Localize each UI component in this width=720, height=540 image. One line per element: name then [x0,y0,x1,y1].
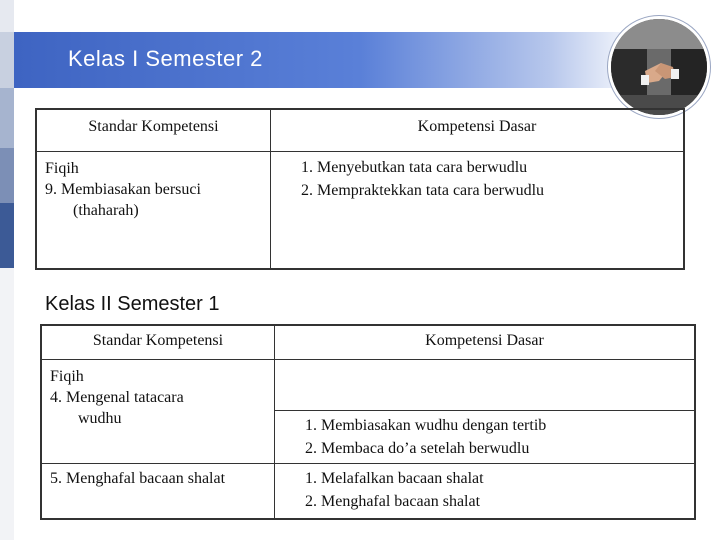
standard-competency-cell: 5. Menghafal bacaan shalat [41,463,275,519]
kd-item: 2. Mempraktekkan tata cara berwudlu [317,179,683,202]
basic-competency-cell [271,151,685,269]
side-stripe [0,203,14,268]
standard-competency-cell [36,151,271,269]
slide-title: Kelas I Semester 2 [68,46,263,71]
standard-competency-cell [41,359,275,463]
section-title: Kelas II Semester 1 [45,293,220,315]
sk-line: (thaharah) [73,201,139,219]
competency-table-kelas-2 [40,324,696,520]
kd-item: 2. Membaca do’a setelah berwudlu [321,437,694,460]
kd-item: 1. Menyebutkan tata cara berwudlu [317,156,683,179]
column-header-kompetensi-dasar: Kompetensi Dasar [275,325,696,359]
side-stripe [0,32,14,88]
column-header-kompetensi-dasar: Kompetensi Dasar [271,109,685,151]
basic-competency-cell [275,359,696,463]
side-stripe [0,148,14,203]
column-header-standar-kompetensi: Standar Kompetensi [36,109,271,151]
cell-divider [275,360,694,411]
kd-item: 1. Melafalkan bacaan shalat [321,467,694,490]
column-header-standar-kompetensi: Standar Kompetensi [41,325,275,359]
sk-line: wudhu [78,409,122,427]
competency-table-kelas-1 [35,108,685,270]
side-stripe [0,268,14,540]
sk-line: 9. Membiasakan bersuci [45,180,201,198]
sk-subject: Fiqih [45,159,79,177]
sk-subject: Fiqih [50,367,84,385]
kd-item: 1. Membiasakan wudhu dengan tertib [321,414,694,437]
kd-item: 2. Menghafal bacaan shalat [321,490,694,513]
handshake-photo [608,16,710,118]
side-stripe [0,0,14,32]
side-stripe [0,88,14,148]
basic-competency-cell [275,463,696,519]
sk-line: 4. Mengenal tatacara [50,388,184,406]
